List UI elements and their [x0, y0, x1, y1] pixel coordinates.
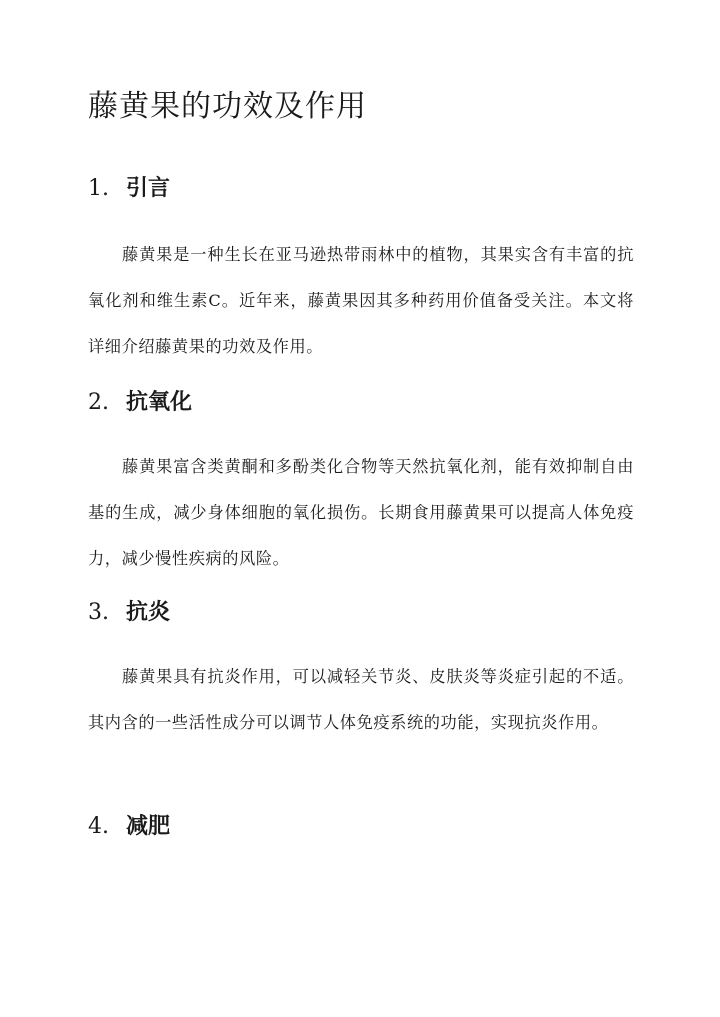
- section-title: 引言: [126, 175, 171, 201]
- page-title: 藤黄果的功效及作用: [88, 89, 367, 124]
- section-title: 减肥: [126, 813, 171, 839]
- section-heading-intro: [88, 172, 170, 205]
- section-number: 2.: [88, 390, 109, 415]
- section-heading-weight-loss: [88, 810, 170, 843]
- paragraph-intro: 藤黄果是一种生长在亚马逊热带雨林中的植物，其果实含有丰富的抗氧化剂和维生素C。近年来，藤黄果因其多种药用价值备受关注。本文将详细介绍藤黄果的功效及作用。: [88, 245, 634, 356]
- section-heading-anti-inflammatory: [88, 596, 170, 629]
- section-number: 4.: [88, 814, 109, 839]
- paragraph-antioxidant: 藤黄果富含类黄酮和多酚类化合物等天然抗氧化剂，能有效抑制自由基的生成，减少身体细胞的氧化损伤。长期食用藤黄果可以提高人体免疫力，减少慢性疾病的风险。: [88, 457, 634, 568]
- paragraph-anti-inflammatory: 藤黄果具有抗炎作用，可以减轻关节炎、皮肤炎等炎症引起的不适。其内含的一些活性成分可以调节人体免疫系统的功能，实现抗炎作用。: [88, 667, 634, 732]
- section-title: 抗氧化: [126, 389, 193, 415]
- section-number: 1.: [88, 176, 109, 201]
- section-title: 抗炎: [126, 599, 171, 625]
- section-heading-antioxidant: [88, 386, 192, 419]
- section-number: 3.: [88, 600, 109, 625]
